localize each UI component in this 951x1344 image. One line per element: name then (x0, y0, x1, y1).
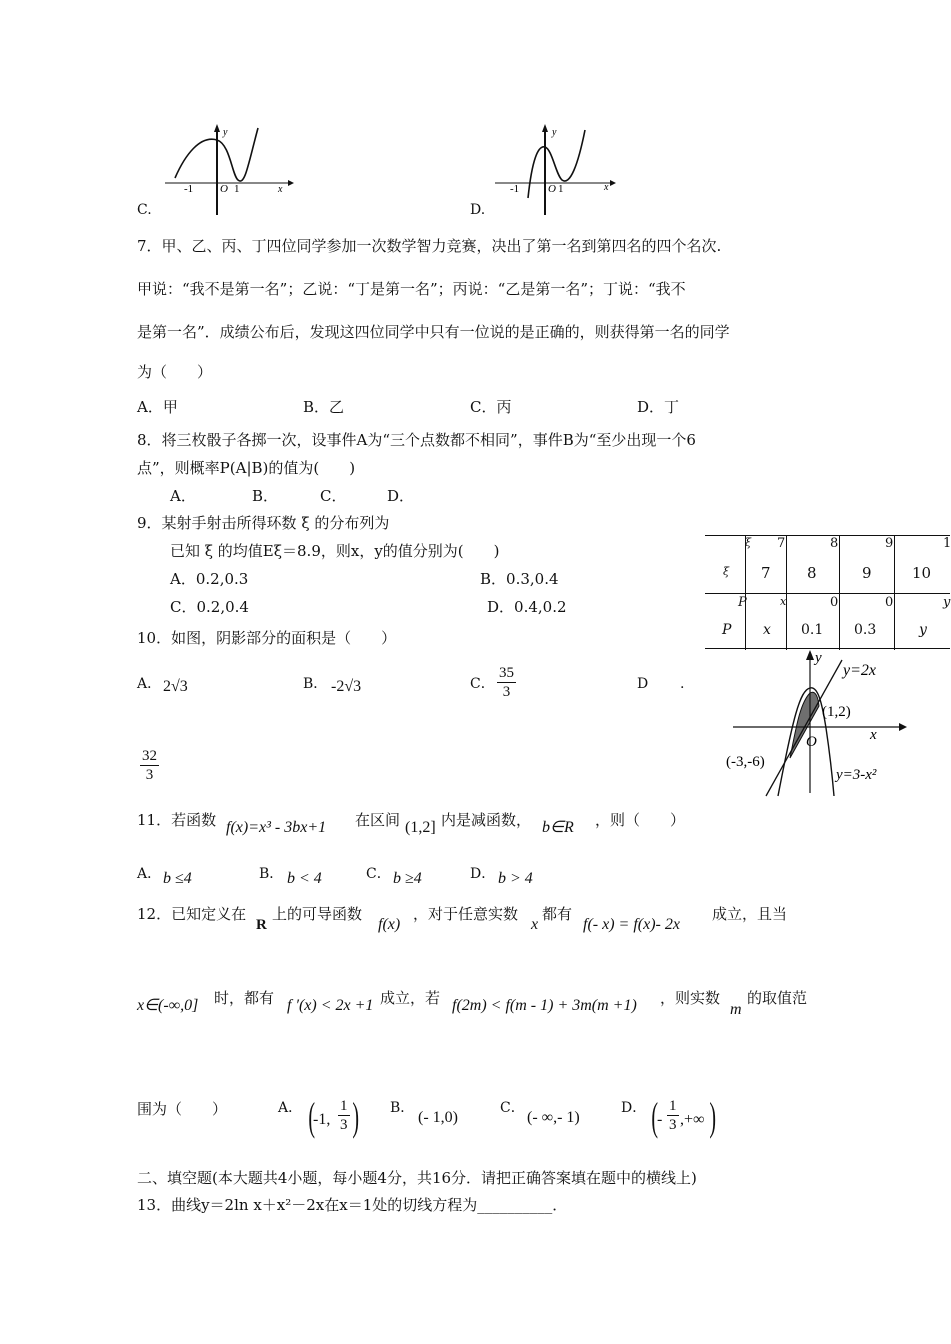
q10-option-a[interactable]: A． (137, 676, 162, 692)
q12-eq: f(- x) = f(x)- 2x (583, 916, 680, 933)
q11-option-d[interactable]: D． (470, 866, 496, 882)
q10-graph-point-neg3-neg6: (-3,-6) (726, 754, 765, 770)
q10-option-c[interactable]: C． (470, 676, 495, 692)
q12-a-num: 1 (340, 1098, 348, 1114)
q10-option-d-fraction (140, 747, 159, 784)
q11-mid2: 内是减函数， (441, 811, 532, 829)
graph-c-xlabel: x (278, 184, 283, 195)
q7-option-c[interactable]: C．丙 (470, 398, 512, 416)
q10-d-numerator: 32 (142, 748, 157, 764)
q10-graph (718, 648, 908, 798)
ghost-8: 8 (830, 536, 839, 551)
table-01: 0.1 (801, 622, 824, 638)
ghost-0a: 0 (830, 595, 839, 610)
question-13: 13．曲线y＝2ln x＋x²－2x在x＝1处的切线方程为__________． (137, 1196, 568, 1214)
q12-d-upper: ,+∞ (680, 1111, 705, 1128)
q7-line1: 7．甲、乙、丙、丁四位同学参加一次数学智力竞赛，决出了第一名到第四名的四个名次. (137, 237, 722, 255)
q12-fx: f(x) (378, 916, 401, 933)
q11-mid: 在区间 (355, 811, 401, 829)
q11-option-d-value: b > 4 (498, 870, 533, 887)
table-x: x (763, 622, 771, 638)
graph-d-xlabel: x (604, 182, 609, 193)
q10-option-d[interactable]: D (637, 676, 649, 692)
q8-option-b[interactable]: B． (252, 487, 279, 505)
q9-option-a[interactable]: A．0.2,0.3 (170, 570, 249, 588)
q12-d-den: 3 (669, 1117, 677, 1133)
graph-c-tick-neg1: -1 (184, 183, 194, 195)
q11-option-b-value: b < 4 (287, 870, 322, 887)
q11-option-a-value: b ≤4 (163, 870, 192, 887)
q10-c-denominator: 3 (502, 684, 511, 700)
q12-q2: 时，都有 (214, 989, 275, 1007)
q7-line2: 甲说：“我不是第一名”；乙说：“丁是第一名”；丙说：“乙是第一名”；丁说：“我不 (137, 280, 686, 298)
section-2-heading: 二、填空题(本大题共4小题，每小题4分，共16分．请把正确答案填在题中的横线上) (137, 1169, 697, 1187)
q10-graph-xlabel: x (870, 727, 877, 743)
q12-option-c[interactable]: C． (500, 1100, 525, 1116)
q10-line1: 10．如图，阴影部分的面积是（ ） (137, 629, 397, 647)
ghost-p: P (738, 595, 747, 610)
graph-d-tick-1: 1 (558, 183, 564, 195)
table-8: 8 (807, 564, 817, 582)
q12-option-b[interactable]: B． (390, 1100, 415, 1116)
q7-option-b[interactable]: B．乙 (303, 398, 345, 416)
graph-c-tick-1: 1 (234, 183, 240, 195)
q12-derivative-cond: f ′(x) < 2x +1 (287, 997, 374, 1014)
q11-function: f(x)=x³ - 3bx+1 (226, 819, 327, 836)
q12-d-minus: - (657, 1111, 663, 1128)
q12-domain: x∈(-∞,0] (137, 997, 199, 1014)
q7-line4: 为（ ） (137, 363, 213, 381)
ghost-y: y (943, 595, 951, 610)
q12-p1: 12．已知定义在 (137, 905, 247, 923)
graph-c-ylabel: y (223, 127, 228, 138)
q9-option-d[interactable]: D．0.4,0.2 (487, 598, 567, 616)
q9-distribution-table (705, 535, 950, 650)
q10-option-d-dot: . (680, 676, 685, 692)
graph-d-plot (490, 120, 620, 220)
q9-option-c[interactable]: C．0.2,0.4 (170, 598, 249, 616)
q10-graph-ylabel: y (815, 650, 822, 666)
q8-option-d[interactable]: D． (387, 487, 415, 505)
q10-d-denominator: 3 (145, 767, 154, 783)
q11-option-c[interactable]: C． (366, 866, 391, 882)
graph-d-ylabel: y (552, 127, 557, 138)
ghost-9: 9 (885, 536, 894, 551)
q12-inequality: f(2m) < f(m - 1) + 3m(m +1) (452, 997, 637, 1014)
graph-c-origin: O (220, 183, 228, 195)
q9-line1: 9．某射手射击所得环数 ξ 的分布列为 (137, 514, 390, 532)
q12-p2: 上的可导函数 (272, 905, 363, 923)
graph-d-label: D. (470, 202, 486, 218)
q7-option-d[interactable]: D．丁 (637, 398, 680, 416)
graph-c-plot (160, 120, 295, 220)
q11-option-a[interactable]: A． (137, 866, 162, 882)
graph-c-label: C. (137, 202, 152, 218)
q10-graph-origin: O (806, 734, 817, 750)
q12-q6: ，则实数 (660, 989, 721, 1007)
q12-r1: 围为（ ） (137, 1100, 228, 1118)
table-7: 7 (761, 564, 771, 582)
q10-option-a-value: 2√3 (163, 678, 188, 695)
q7-option-a[interactable]: A．甲 (137, 398, 178, 416)
q10-c-numerator: 35 (499, 665, 514, 681)
q12-option-b-value: (- 1,0) (418, 1109, 458, 1126)
q10-option-c-fraction (497, 664, 516, 701)
graph-d-tick-neg1: -1 (510, 183, 520, 195)
ghost-0b: 0 (885, 595, 894, 610)
q11-interval: (1,2] (405, 819, 436, 836)
q12-real-set: R (256, 917, 267, 933)
q12-option-d[interactable]: D． (621, 1100, 647, 1116)
q12-m: m (730, 1001, 742, 1018)
q8-line1: 8．将三枚骰子各掷一次，设事件A为“三个点数都不相同”，事件B为“至少出现一个6 (137, 431, 696, 449)
q12-option-a[interactable]: A． (278, 1100, 303, 1116)
q12-q4: 成立，若 (380, 989, 441, 1007)
q8-line2: 点”，则概率P(A|B)的值为( ) (137, 459, 356, 477)
q11-option-c-value: b ≥4 (393, 870, 422, 887)
q11-suffix: ，则（ ） (595, 811, 686, 829)
q12-q7: 的取值范 (747, 989, 808, 1007)
q12-d-num: 1 (669, 1098, 677, 1114)
q9-option-b[interactable]: B．0.3,0.4 (480, 570, 559, 588)
q12-p5: 成立，且当 (712, 905, 788, 923)
graph-d-origin: O (548, 183, 556, 195)
q9-line2: 已知 ξ 的均值Eξ＝8.9，则x，y的值分别为( ) (170, 542, 500, 560)
q12-p3: ，对于任意实数 (413, 905, 519, 923)
q12-a-lower: -1, (313, 1111, 331, 1128)
q12-p4: 都有 (542, 905, 573, 923)
q10-option-b-value: -2√3 (331, 678, 362, 695)
ghost-10: 1 (943, 536, 951, 551)
q11-prefix: 11．若函数 (137, 811, 217, 829)
q12-a-den: 3 (340, 1117, 348, 1133)
q10-graph-point-1-2: (1,2) (822, 704, 851, 720)
q10-graph-line-label: y=2x (843, 662, 876, 679)
q8-option-a[interactable]: A． (170, 487, 196, 505)
table-03: 0.3 (854, 622, 877, 638)
q10-option-b[interactable]: B． (303, 676, 328, 692)
table-xi: ξ (723, 565, 730, 578)
table-10: 10 (912, 564, 932, 582)
ghost-x: x (780, 595, 787, 608)
ghost-7: 7 (777, 536, 786, 551)
q7-line3: 是第一名”．成绩公布后，发现这四位同学中只有一位说的是正确的，则获得第一名的同学 (137, 323, 730, 341)
q12-x: x (531, 916, 539, 933)
ghost-xi: ξ (745, 536, 752, 549)
q11-option-b[interactable]: B． (259, 866, 284, 882)
q11-condition: b∈R (542, 819, 574, 836)
q8-option-c[interactable]: C． (320, 487, 347, 505)
table-p: P (722, 622, 732, 638)
table-9: 9 (862, 564, 872, 582)
q12-option-c-value: (- ∞,- 1) (527, 1109, 580, 1126)
table-y: y (919, 622, 927, 638)
q10-graph-parabola-label: y=3-x² (836, 767, 877, 783)
